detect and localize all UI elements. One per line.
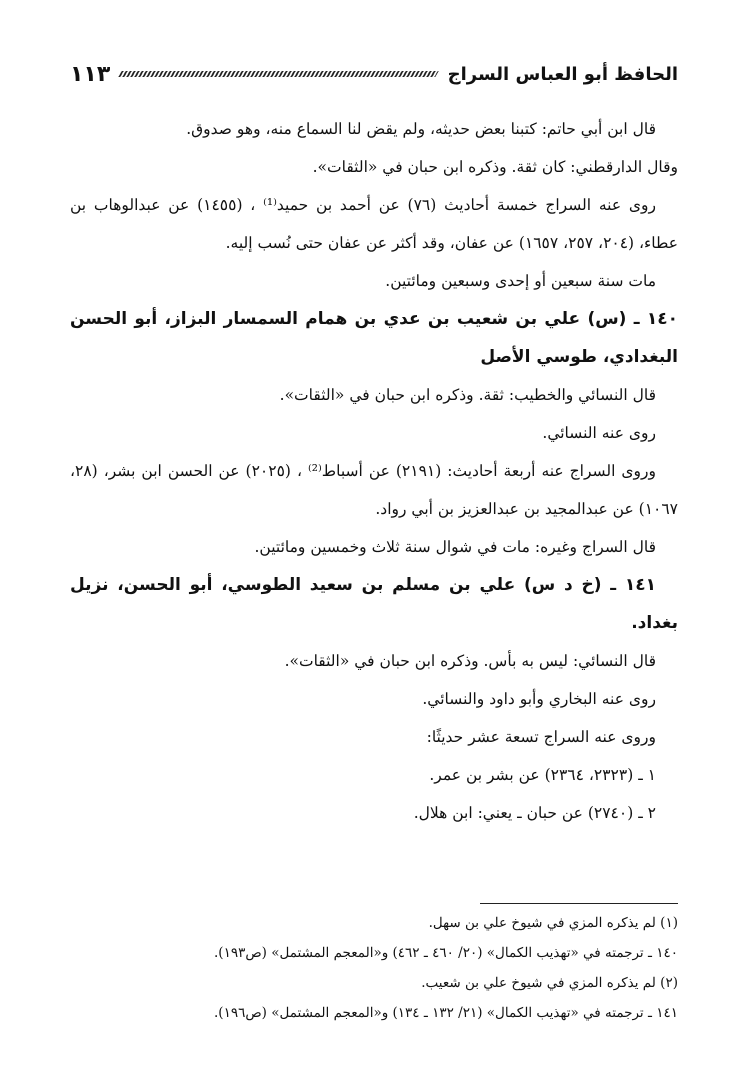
paragraph: قال النسائي: ليس به بأس. وذكره ابن حبان في «الثقات». bbox=[284, 652, 656, 670]
footnote: ١٤١ ـ ترجمته في «تهذيب الكمال» (٢١/ ١٣٢ ـ ١٣٤) و«المعجم المشتمل» (ص١٩٦). bbox=[214, 1005, 678, 1021]
entry-heading-141: ١٤١ ـ (خ د س) علي بن مسلم بن سعيد الطوسي، أبو الحسن، نزيل بغداد. bbox=[70, 575, 678, 633]
list-item: ٢ ـ (٢٧٤٠) عن حبان ـ يعني: ابن هلال. bbox=[413, 804, 656, 822]
running-title: الحافظ أبو العباس السراج bbox=[447, 63, 678, 85]
footnote-separator bbox=[480, 903, 678, 904]
header-rule bbox=[119, 71, 440, 77]
page-header bbox=[70, 56, 678, 92]
paragraph: روى عنه النسائي. bbox=[542, 424, 656, 442]
paragraph: قال النسائي والخطيب: ثقة. وذكره ابن حبان في «الثقات». bbox=[279, 386, 656, 404]
paragraph: روى عنه البخاري وأبو داود والنسائي. bbox=[422, 690, 656, 708]
footnote: (٢) لم يذكره المزي في شيوخ علي بن شعيب. bbox=[421, 975, 678, 991]
paragraph: وروى عنه السراج تسعة عشر حديثًا: bbox=[426, 728, 656, 746]
paragraph: روى عنه السراج خمسة أحاديث (٧٦) عن أحمد بن حميد⁽¹⁾ ، (١٤٥٥) عن عبدالوهاب بن عطاء، (٢٠٤، ٢٥٧، ١٦٥٧) عن عفان، وقد أكثر عن عفان حتى نُسب إليه. bbox=[70, 196, 678, 252]
paragraph: قال ابن أبي حاتم: كتبنا بعض حديثه، ولم يقض لنا السماع منه، وهو صدوق. bbox=[186, 120, 656, 138]
footnote: (١) لم يذكره المزي في شيوخ علي بن سهل. bbox=[428, 915, 678, 931]
footnote: ١٤٠ ـ ترجمته في «تهذيب الكمال» (٢٠/ ٤٦٠ ـ ٤٦٢) و«المعجم المشتمل» (ص١٩٣). bbox=[214, 945, 678, 961]
paragraph: وروى السراج عنه أربعة أحاديث: (٢١٩١) عن أسباط⁽²⁾ ، (٢٠٢٥) عن الحسن ابن بشر، (٢٨، ١٠٦٧) عن عبدالمجيد بن عبدالعزيز بن أبي رواد. bbox=[70, 462, 678, 518]
paragraph: قال السراج وغيره: مات في شوال سنة ثلاث وخمسين ومائتين. bbox=[254, 538, 656, 556]
entry-heading-140: ١٤٠ ـ (س) علي بن شعيب بن عدي بن همام السمسار البزاز، أبو الحسن البغدادي، طوسي الأصل bbox=[70, 309, 678, 367]
paragraph: مات سنة سبعين أو إحدى وسبعين ومائتين. bbox=[385, 272, 656, 290]
page-number: ١١٣ bbox=[70, 61, 111, 87]
main-text bbox=[70, 110, 678, 832]
paragraph: وقال الدارقطني: كان ثقة. وذكره ابن حبان في «الثقات». bbox=[312, 158, 678, 176]
footnotes bbox=[70, 908, 678, 1028]
list-item: ١ ـ (٢٣٢٣، ٢٣٦٤) عن بشر بن عمر. bbox=[429, 766, 656, 784]
